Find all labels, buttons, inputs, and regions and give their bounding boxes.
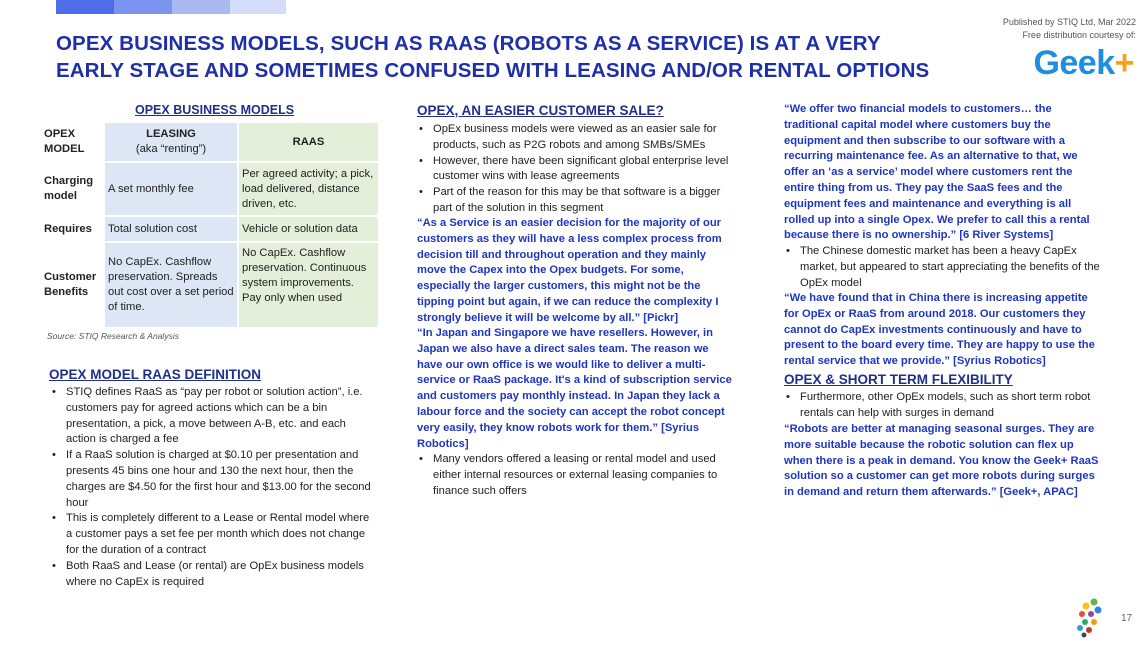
china-market-list: [784, 244, 1104, 291]
table-row: [41, 243, 378, 327]
opex-sale-title: OPEX, AN EASIER CUSTOMER SALE?: [417, 103, 664, 118]
leasing-subheading: (aka “renting”): [135, 143, 207, 155]
quote-geek-plus: “Robots are better at managing seasonal surges. They are more suitable because the robotic solution can flex up when there is a peak in demand. You know the Geek+ RaaS solution so a customer can get more robots during surges in demand and return them afterwards.” [Geek+, APAC]: [784, 423, 1099, 499]
row-label: Customer Benefits: [41, 243, 103, 327]
flexibility-list: [784, 390, 1104, 422]
row-label: Requires: [41, 217, 103, 241]
distribution-courtesy: Free distribution courtesy of:: [1022, 30, 1136, 40]
quote-pickr: “As a Service is an easier decision for the majority of our customers as they will have a less complex process from decision till and throughout operation and they mainly move the Capex into the Opex budgets. For some, especially the larger customers, this might not be the tipping point but again, if we can reduce the complexity I strongly believe it will be welcome by all.” [Pickr]: [417, 217, 722, 324]
quote-syrius-japan: “In Japan and Singapore we have resellers. However, in Japan we also have a direct sales team. The reason we have our own office is we would like to deliver a multi-service or RaaS package. It's a kind of subscription service and customers pay monthly instead. In Japan they lack a labour force and the society can accept the robot concept very easily, they know robots work for them.” [Syrius Robotics]: [417, 327, 732, 450]
list-item: • This is completely different to a Lease or Rental model where a customer pays a set fee per month which does not change for the duration of a contract: [50, 511, 375, 558]
row-raas-cell: Vehicle or solution data: [239, 217, 378, 241]
list-item: • The Chinese domestic market has been a heavy CapEx market, but appeared to start appreciating the benefits of the OpEx model: [784, 244, 1104, 291]
header-stripe-4: [230, 0, 286, 14]
geek-plus-logo: [1033, 44, 1134, 83]
table-title: OPEX BUSINESS MODELS: [135, 103, 295, 117]
list-item: • Many vendors offered a leasing or rental model and used either internal resources or external leasing companies to finance such offers: [417, 452, 737, 499]
header-cell-raas: [239, 123, 378, 161]
logo-plus: +: [1114, 44, 1134, 82]
row-leasing-cell: Total solution cost: [105, 217, 237, 241]
publisher-note: [956, 16, 1136, 42]
table-row: [41, 217, 378, 241]
list-item: • If a RaaS solution is charged at $0.10 per presentation and presents 45 bins one hour and 130 the next hour, then the charges are $4.50 for the first hour and $13.00 for the second hour: [50, 448, 375, 511]
opex-models-table: [39, 121, 380, 329]
quote-syrius-china: “We have found that in China there is increasing appetite for OpEx or RaaS from around 2018. Our customers they cannot do CapEx investments continuously and have to present to the board every time. They are happy to use the rental service that we provide.” [Syrius Robotics]: [784, 292, 1095, 368]
quote-6-river-systems: “We offer two financial models to customers… the traditional capital model where customers buy the equipment and then subscribe to our software with a recurring maintenance fee. As an alternative to that, we offer an ‘as a service’ model where customers rent the entire thing from us. They pay the SaaS fees and the equipment fees and maintenance and everything is all rolled up into a single Opex. We prefer to call this a rental because there is no ownership.” [6 River Systems]: [784, 103, 1090, 242]
list-item: • However, there have been significant global enterprise level customer wins with lease agreements: [417, 154, 737, 186]
header-stripe-1: [56, 0, 114, 14]
stiq-logo-icon: [1072, 598, 1108, 638]
row-raas-cell: Per agreed activity; a pick, load delivered, distance driven, etc.: [239, 163, 378, 215]
raas-heading: RAAS: [292, 135, 325, 148]
header-cell-label: OPEX MODEL: [41, 123, 103, 161]
vendors-list: [417, 452, 737, 499]
page-number: 17: [1121, 613, 1133, 624]
row-leasing-cell: A set monthly fee: [105, 163, 237, 215]
header-stripe-2: [114, 0, 172, 14]
opex-sale-list: [417, 122, 737, 217]
table-header-row: [41, 123, 378, 161]
table-row: [41, 163, 378, 215]
row-leasing-cell: No CapEx. Cashflow preservation. Spreads out cost over a set period of time.: [105, 243, 237, 327]
list-item: • STIQ defines RaaS as “pay per robot or solution action”, i.e. customers pay for agreed actions which can be a bin presentation, a pick, a move between A-B, etc. and each action is charged a fee: [50, 385, 375, 448]
list-item: • OpEx business models were viewed as an easier sale for products, such as P2G robots and among SMBs/SMEs: [417, 122, 737, 154]
leasing-heading: LEASING: [146, 128, 196, 140]
published-by: Published by STIQ Ltd, Mar 2022: [1002, 17, 1136, 27]
page-title: OPEX BUSINESS MODELS, SUCH AS RAAS (ROBOTS AS A SERVICE) IS AT A VERY EARLY STAGE AND SOMETIMES CONFUSED WITH LEASING AND/OR RENTAL OPTIONS: [56, 32, 930, 82]
list-item: • Both RaaS and Lease (or rental) are OpEx business models where no CapEx is required: [50, 559, 375, 591]
header-stripe-3: [172, 0, 230, 14]
definition-title: OPEX MODEL RAAS DEFINITION: [49, 367, 262, 382]
flexibility-title: OPEX & SHORT TERM FLEXIBILITY: [784, 372, 1013, 387]
row-raas-cell: No CapEx. Cashflow preservation. Continuous system improvements. Pay only when used: [239, 243, 378, 327]
table-source: Source: STIQ Research & Analysis: [47, 331, 179, 341]
list-item: • Furthermore, other OpEx models, such as short term robot rentals can help with surges in demand: [784, 390, 1104, 422]
list-item: • Part of the reason for this may be that software is a bigger part of the solution in this segment: [417, 185, 737, 217]
header-cell-leasing: [105, 123, 237, 161]
row-label: Charging model: [41, 163, 103, 215]
logo-text: Geek: [1033, 44, 1115, 82]
definition-list: [50, 385, 375, 590]
